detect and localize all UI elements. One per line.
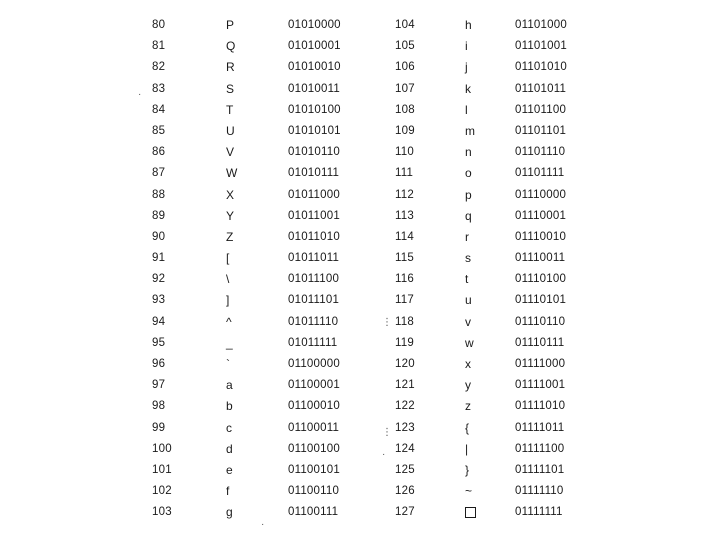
binary-cell: 01100001 [288,379,340,392]
decimal-cell: 86 [152,146,166,159]
binary-cell: 01011011 [288,252,340,265]
character-cell: w [465,335,474,350]
decimal-cell: 84 [152,103,166,116]
decimal-cell: 94 [152,315,166,328]
decimal-cell: 96 [152,358,166,370]
character-cell: } [465,462,470,477]
decimal-cell: 97 [152,379,166,392]
character-cell: e [226,462,233,477]
character-cell: s [465,251,472,266]
decimal-cell: 80 [152,19,166,31]
decimal-cell: 104 [395,19,415,31]
character-cell: U [226,123,235,138]
binary-cell: 01010001 [288,40,341,53]
decimal-cell: 122 [395,400,415,413]
character-cell: S [226,81,235,96]
character-cell: m [465,123,476,138]
character-cell: R [226,60,235,75]
character-cell: i [465,39,468,54]
character-cell: ^ [226,314,232,329]
decimal-cell: 108 [395,103,415,116]
character-cell: h [465,18,472,32]
decimal-cell: 115 [395,252,414,265]
binary-cell: 01110111 [515,336,565,349]
binary-cell: 01100101 [288,463,340,476]
character-cell: P [226,18,235,32]
decimal-cell: 120 [395,358,415,370]
decimal-cell: 103 [152,506,172,519]
decimal-cell: 124 [395,442,415,455]
decimal-cell: 87 [152,167,166,180]
binary-cell: 01111001 [515,379,566,392]
binary-cell: 01101001 [515,40,567,53]
character-cell: v [465,314,472,329]
character-cell: u [465,293,472,308]
character-cell: f [226,484,230,499]
binary-cell: 01101010 [515,61,567,74]
binary-cell: 01011001 [288,209,340,222]
binary-cell: 01100110 [288,485,340,498]
decimal-cell: 91 [152,252,166,265]
character-cell: t [465,272,469,287]
decimal-cell: 98 [152,400,166,413]
scan-speck: · [261,519,265,530]
decimal-cell: 117 [395,294,414,307]
binary-cell: 01101000 [515,19,567,31]
decimal-cell: 88 [152,188,166,201]
decimal-cell: 106 [395,61,415,74]
character-cell: r [465,229,470,244]
decimal-cell: 126 [395,485,415,498]
delete-box-glyph [465,507,476,518]
binary-cell: 01100100 [288,442,340,455]
character-cell: [ [226,251,230,266]
character-cell: _ [226,335,233,350]
binary-cell: 01011101 [288,294,340,307]
binary-cell: 01111011 [515,421,565,434]
decimal-cell: 89 [152,209,166,222]
character-cell: d [226,441,233,456]
binary-cell: 01011100 [288,273,340,286]
decimal-cell: 109 [395,124,415,137]
binary-cell: 01111110 [515,485,564,498]
right-character-column [465,15,476,524]
binary-cell: 01101100 [515,103,567,116]
decimal-cell: 119 [395,336,414,349]
character-cell: x [465,357,472,371]
character-cell: ~ [465,484,473,499]
binary-cell: 01011111 [288,336,338,349]
decimal-cell: 82 [152,61,166,74]
decimal-cell: 81 [152,40,166,53]
decimal-cell: 85 [152,124,166,137]
binary-cell: 01101110 [515,146,566,159]
binary-cell: 01010101 [288,124,341,137]
binary-cell: 01011110 [288,315,339,328]
binary-cell: 01100010 [288,400,340,413]
binary-cell: 01100011 [288,421,340,434]
binary-cell: 01110100 [515,273,567,286]
decimal-cell: 127 [395,506,415,519]
left-decimal-column [152,15,172,524]
character-cell: l [465,102,468,117]
decimal-cell: 123 [395,421,415,434]
scan-speck: ⋮ [382,317,392,328]
binary-cell: 01111010 [515,400,566,413]
character-cell: o [465,166,472,181]
character-cell: k [465,81,472,96]
decimal-cell: 112 [395,188,414,201]
binary-cell: 01111101 [515,463,565,476]
character-cell: Y [226,208,235,223]
decimal-cell: 100 [152,442,172,455]
character-cell [465,502,476,523]
scan-speck: ⋮ [382,427,392,438]
character-cell: c [226,420,233,435]
character-cell: n [465,145,472,160]
character-cell: Z [226,229,234,244]
decimal-cell: 102 [152,485,172,498]
decimal-cell: 92 [152,273,166,286]
decimal-cell: 107 [395,82,415,95]
character-cell: g [226,505,233,520]
binary-cell: 01101011 [515,82,567,95]
character-cell: T [226,102,234,117]
character-cell: b [226,399,233,414]
decimal-cell: 116 [395,273,414,286]
scan-speck: · [138,89,142,100]
character-cell: { [465,420,470,435]
binary-cell: 01100111 [288,506,339,519]
binary-cell: 01011010 [288,230,340,243]
decimal-cell: 111 [395,167,414,180]
character-cell: y [465,378,472,393]
character-cell: j [465,60,468,75]
decimal-cell: 95 [152,336,166,349]
character-cell: a [226,378,233,393]
binary-cell: 01100000 [288,358,340,370]
binary-cell: 01101111 [515,167,565,180]
character-cell: Q [226,39,236,54]
right-binary-column [515,15,567,524]
decimal-cell: 125 [395,463,415,476]
character-cell: \ [226,272,230,287]
binary-cell: 01010011 [288,82,340,95]
character-cell: W [226,166,238,181]
character-cell: q [465,208,472,223]
character-cell: ` [226,357,231,371]
decimal-cell: 105 [395,40,415,53]
binary-cell: 01111000 [515,358,566,370]
character-cell: ] [226,293,230,308]
right-decimal-column [395,15,415,524]
binary-cell: 01010100 [288,103,341,116]
decimal-cell: 113 [395,209,414,222]
decimal-cell: 114 [395,230,414,243]
binary-cell: 01010010 [288,61,341,74]
binary-cell: 01101101 [515,124,567,137]
binary-cell: 01011000 [288,188,340,201]
binary-cell: 01110010 [515,230,567,243]
character-cell: p [465,187,472,202]
binary-cell: 01110101 [515,294,567,307]
character-cell: z [465,399,472,414]
decimal-cell: 121 [395,379,415,392]
left-character-column [226,15,238,524]
decimal-cell: 101 [152,463,172,476]
scan-speck: · [382,449,386,460]
binary-cell: 01110011 [515,252,566,265]
character-cell: X [226,187,235,202]
binary-cell: 01110001 [515,209,567,222]
decimal-cell: 90 [152,230,166,243]
binary-cell: 01111111 [515,506,563,519]
binary-cell: 01010110 [288,146,340,159]
decimal-cell: 93 [152,294,166,307]
binary-cell: 01111100 [515,442,565,455]
binary-cell: 01010111 [288,167,340,180]
decimal-cell: 83 [152,82,166,95]
character-cell: | [465,441,469,456]
binary-cell: 01110000 [515,188,567,201]
character-cell: V [226,145,235,160]
left-binary-column [288,15,341,524]
decimal-cell: 118 [395,315,414,328]
decimal-cell: 99 [152,421,166,434]
decimal-cell: 110 [395,146,414,159]
binary-cell: 01110110 [515,315,566,328]
binary-cell: 01010000 [288,19,341,31]
